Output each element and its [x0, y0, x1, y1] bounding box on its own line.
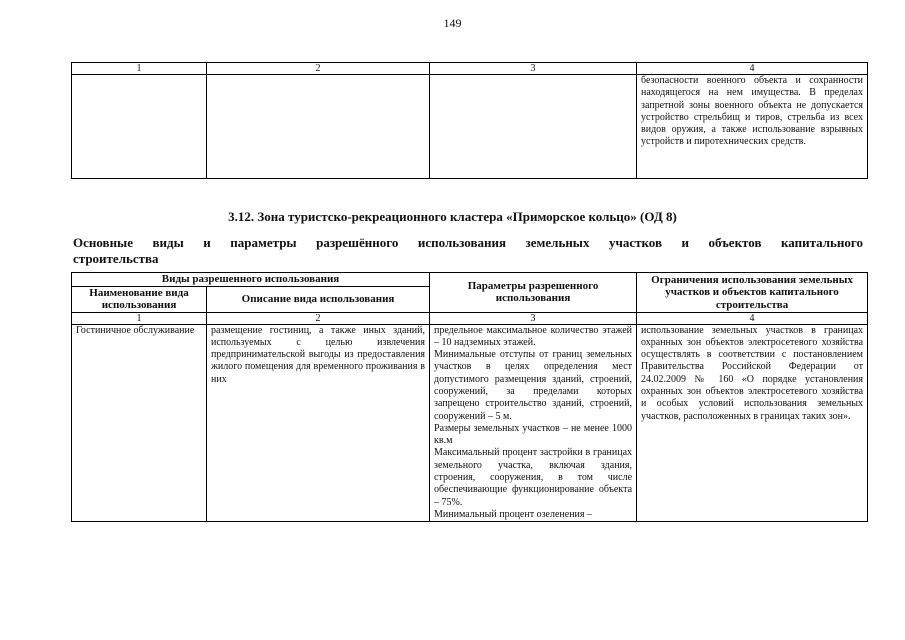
- param-paragraph: Максимальный процент застройки в границах земельного участка, включая здания, строения, сооружения, в том числе обеспечивающие функционирование объекта – 75%.: [434, 447, 633, 508]
- header-params: Параметры разрешенного использования: [430, 273, 637, 313]
- col-number-4: 4: [637, 312, 868, 324]
- header-name: Наименование вида использования: [72, 286, 207, 312]
- header-group-cell: Виды разрешенного использования: [72, 273, 430, 287]
- use-name-cell: Гостиничное обслуживание: [72, 324, 207, 522]
- param-paragraph: предельное максимальное количество этажей – 10 надземных этажей.: [434, 324, 633, 348]
- empty-cell: [72, 75, 207, 179]
- col-number-1: 1: [72, 312, 207, 324]
- param-paragraph: Размеры земельных участков – не менее 1000 кв.м: [434, 422, 633, 447]
- table-caption: [73, 235, 863, 267]
- section-title: 3.12. Зона туристско-рекреационного кластера «Приморское кольцо» (ОД 8): [228, 209, 677, 224]
- restrictions-cell: использование земельных участков в границах охранных зон объектов электросетевого хозяйства осуществлять в соответствии с постановлением Правительства Российской Федерации от 24.02.2009 № 160 «О порядке установления охранных зон объектов электросетевого хозяйства и особых условий использования земельных участков, расположенных в границах таких зон».: [637, 324, 868, 522]
- use-description-cell: размещение гостиниц, а также иных зданий, используемых с целью извлечения предпринимательской выгоды из предоставления жилого помещения для временного проживания в них: [207, 324, 430, 522]
- caption-line-2: строительства: [73, 251, 159, 266]
- page-number: 149: [443, 16, 462, 30]
- header-restrictions: Ограничения использования земельных участков и объектов капитального строительства: [637, 273, 868, 313]
- table-row: [72, 75, 868, 179]
- col-number-2: 2: [207, 63, 430, 75]
- column-number-row: [72, 312, 868, 324]
- param-paragraph: Минимальный процент озеленения –: [434, 508, 592, 520]
- caption-line-1: Основные виды и параметры разрешённого использования земельных участков и объектов капитального: [73, 235, 863, 250]
- table-row: [72, 324, 868, 522]
- col-number-2: 2: [207, 312, 430, 324]
- col-number-3: 3: [430, 63, 637, 75]
- header-description: Описание вида использования: [207, 286, 430, 312]
- params-cell: [430, 324, 637, 522]
- col-number-1: 1: [72, 63, 207, 75]
- restrictions-cell: безопасности военного объекта и сохранности находящегося на нем имущества. В пределах запретной зоны военного объекта не допускается устройство стрельбищ и тиров, стрельба из всех видов оружия, а также использование взрывных устройств и пиротехнических средств.: [637, 75, 868, 179]
- col-number-4: 4: [637, 63, 868, 75]
- param-paragraph: Минимальные отступы от границ земельных участков в целях определения мест допустимого размещения зданий, строений, сооружений, за пределами которых запрещено строительство зданий, строений, сооружений – 5 м.: [434, 349, 633, 422]
- column-number-row: [72, 63, 868, 75]
- land-use-table: [71, 272, 868, 522]
- empty-cell: [207, 75, 430, 179]
- col-number-3: 3: [430, 312, 637, 324]
- empty-cell: [430, 75, 637, 179]
- continuation-table: [71, 62, 868, 179]
- header-row-1: [72, 273, 868, 287]
